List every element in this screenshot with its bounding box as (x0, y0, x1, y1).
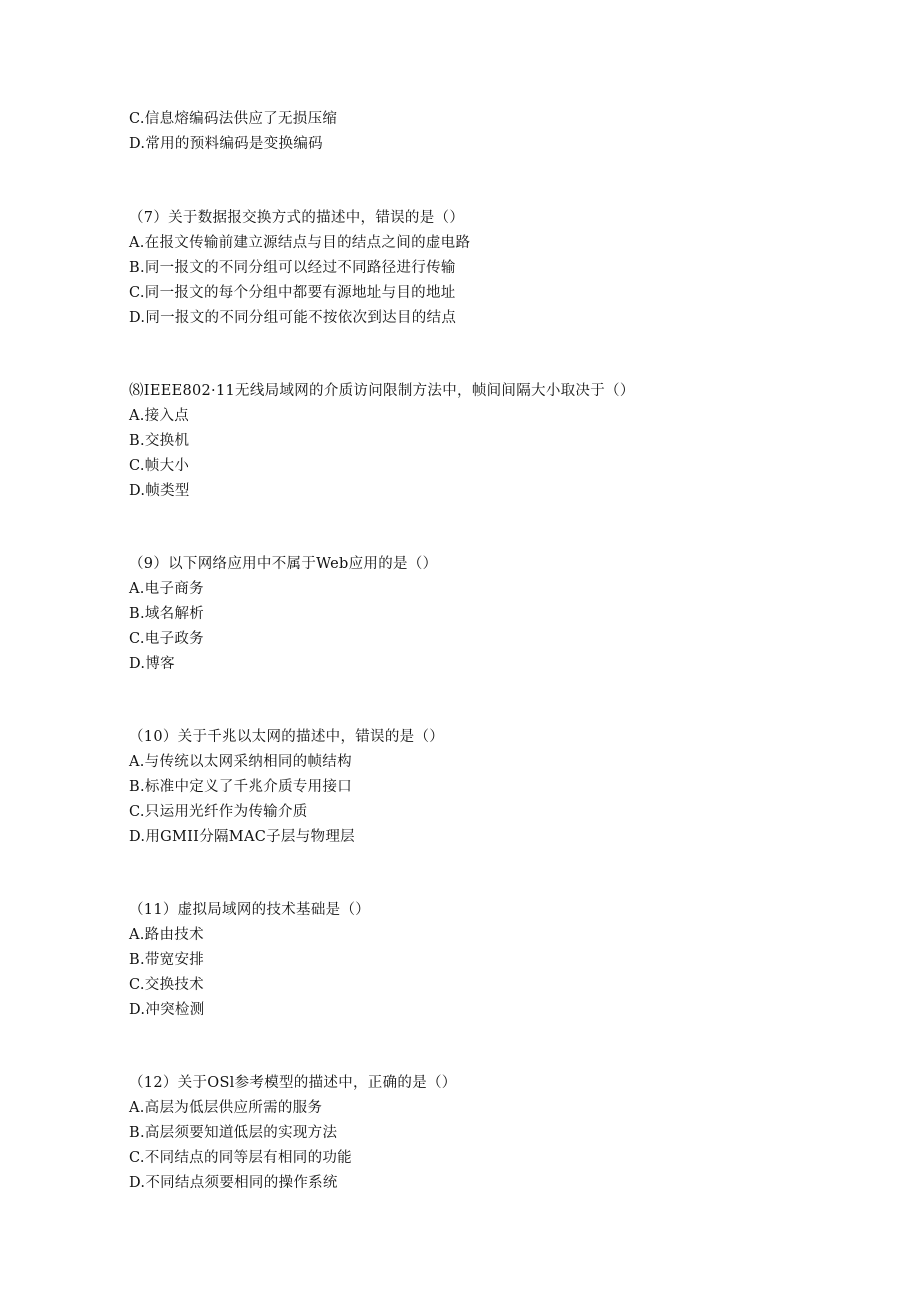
question-9-option-d: D.博客 (129, 656, 175, 672)
question-8-stem: ⑻IEEE802·11无线局域网的介质访问限制方法中，帧间间隔大小取决于（） (129, 383, 635, 399)
question-8-option-a: A.接入点 (129, 408, 190, 424)
question-12-option-b: B.高层须要知道低层的实现方法 (129, 1125, 338, 1141)
question-10-option-a: A.与传统以太网采纳相同的帧结构 (129, 754, 352, 770)
question-7-option-b: B.同一报文的不同分组可以经过不同路径进行传输 (129, 260, 456, 276)
question-12-option-d: D.不同结点须要相同的操作系统 (129, 1175, 338, 1191)
question-12-stem: （12）关于OSl参考模型的描述中，正确的是（） (129, 1075, 457, 1091)
question-12-option-c: C.不同结点的同等层有相同的功能 (129, 1150, 352, 1166)
option-c: C.信息熔编码法供应了无损压缩 (129, 111, 338, 127)
question-8-option-b: B.交换机 (129, 433, 190, 449)
question-9-option-c: C.电子政务 (129, 631, 204, 647)
question-9-stem: （9）以下网络应用中不属于Web应用的是（） (129, 556, 438, 572)
question-11-option-c: C.交换技术 (129, 977, 204, 993)
question-10-option-c: C.只运用光纤作为传输介质 (129, 804, 308, 820)
question-8-option-c: C.帧大小 (129, 458, 190, 474)
question-7-option-c: C.同一报文的每个分组中都要有源地址与目的地址 (129, 285, 456, 301)
question-9-option-b: B.域名解析 (129, 606, 205, 622)
question-7-stem: （7）关于数据报交换方式的描述中，错误的是（） (129, 210, 465, 226)
question-11-option-d: D.冲突检测 (129, 1002, 205, 1018)
question-10-option-d: D.用GMII分隔MAC子层与物理层 (129, 829, 355, 845)
question-9-option-a: A.电子商务 (129, 581, 204, 597)
question-11-option-b: B.带宽安排 (129, 952, 205, 968)
question-7-option-d: D.同一报文的不同分组可能不按依次到达目的结点 (129, 310, 457, 326)
question-8-option-d: D.帧类型 (129, 483, 190, 499)
question-7-option-a: A.在报文传输前建立源结点与目的结点之间的虚电路 (129, 235, 471, 251)
question-11-stem: （11）虚拟局域网的技术基础是（） (129, 902, 371, 918)
option-d: D.常用的预料编码是变换编码 (129, 136, 323, 152)
question-11-option-a: A.路由技术 (129, 927, 204, 943)
question-12-option-a: A.高层为低层供应所需的服务 (129, 1100, 323, 1116)
question-10-option-b: B.标准中定义了千兆介质专用接口 (129, 779, 353, 795)
question-10-stem: （10）关于千兆以太网的描述中，错误的是（） (129, 729, 445, 745)
